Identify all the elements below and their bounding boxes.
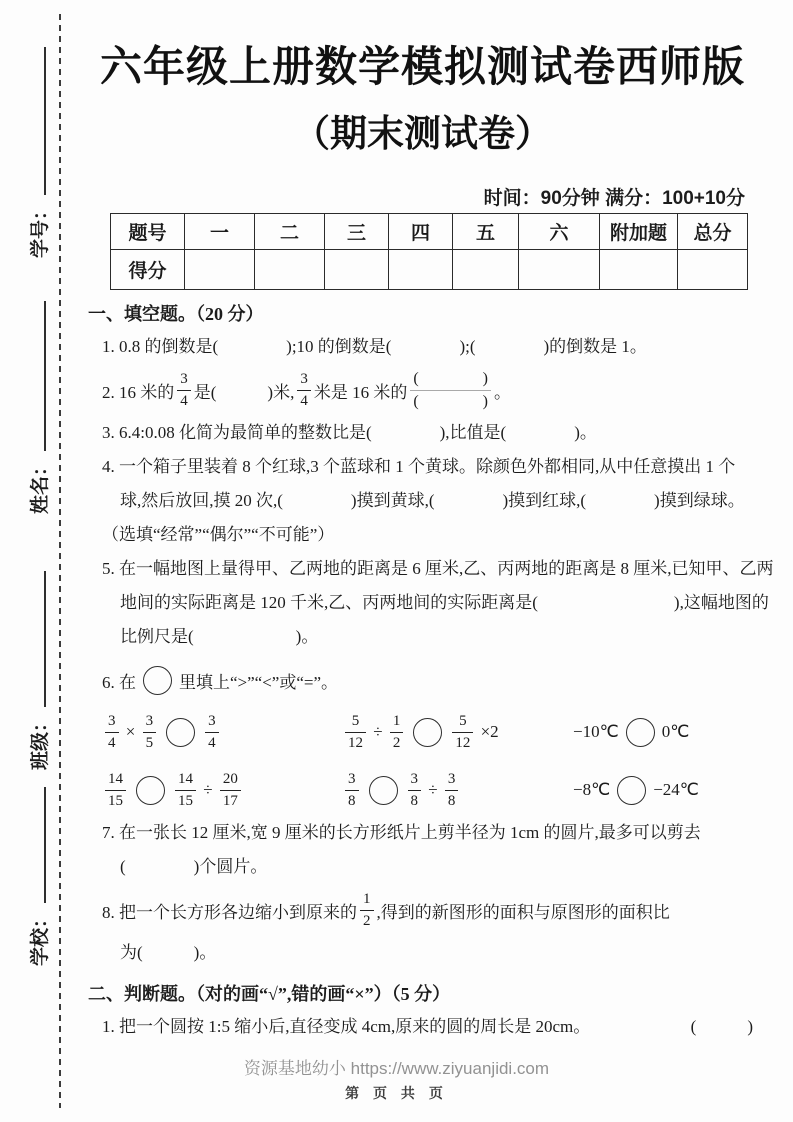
judge-question-1-answer-blank: ( ) [690,1017,753,1036]
score-table-header-cell: 二 [255,214,325,250]
page-subtitle: （期末测试卷） [293,113,552,154]
math-text: −24℃ [653,780,699,799]
comparison-circle [626,718,655,747]
compare-row-2 [102,764,757,816]
comparison-circle [166,718,195,747]
fraction: $\frac{5}{12}$ [452,713,473,752]
math-text: ÷ [199,780,217,799]
math-text: 里填上“>”“<”或“=”。 [179,672,339,692]
compare-item-6 [567,776,757,805]
math-text: −8℃ [573,780,611,799]
question-6-intro [102,654,757,706]
comparison-circle [617,776,646,805]
math-text: −10℃ [573,722,619,741]
class-label: 班级： [30,712,51,770]
fraction: $\frac{3}{8}$ [445,771,459,810]
question-7-line-1: 7. 在一张长 12 厘米,宽 9 厘米的长方形纸片上剪半径为 1cm 的圆片,最多可以剪去 [102,823,701,842]
score-table-header-cell: 题号 [111,214,185,250]
math-text: 6. 在 [102,672,136,692]
sidebar-field-name [26,288,56,514]
score-cell [389,250,453,290]
score-table-header-cell: 六 [519,214,600,250]
fraction: $\frac{14}{15}$ [105,771,126,810]
fraction: $\frac{3}{5}$ [143,713,157,752]
question-5-line-3: 比例尺是( )。 [120,627,319,646]
fraction: $\frac{14}{15}$ [175,771,196,810]
comparison-circle [369,776,398,805]
section2-heading: 二、判断题。（对的画“√”,错的画“×”）（5 分） [88,984,451,1004]
math-text: 是( )米, [193,382,295,402]
exam-meta: 时间：90分钟 满分：100+10分 [483,188,745,209]
score-cell [600,250,678,290]
question-3: 3. 6.4:0.08 化简为最简单的整数比是( ),比值是( )。 [102,423,597,442]
question-4-line-2: 球,然后放回,摸 20 次,( )摸到黄球,( )摸到红球,( )摸到绿球。 [120,491,745,510]
math-text: × [121,722,140,741]
score-row-label: 得分 [111,250,185,290]
compare-item-1 [102,713,342,752]
section1-heading: 一、填空题。（20 分） [88,304,264,324]
score-table-header-cell: 三 [325,214,389,250]
question-4-note: （选填“经常”“偶尔”“不可能”） [102,525,335,544]
question-8-line-2: 为( )。 [120,943,217,962]
school-blank-line [40,787,46,903]
score-cell [185,250,255,290]
class-blank-line [40,571,46,707]
fraction: $\frac{3}{4}$ [297,371,311,410]
school-label: 学校： [30,908,51,966]
score-cell [325,250,389,290]
question-1: 1. 0.8 的倒数是( );10 的倒数是( );( )的倒数是 1。 [102,337,647,356]
blank-fraction: $\frac{( )}{( )}$ [410,370,491,411]
score-table-header-cell: 附加题 [600,214,678,250]
student-id-blank-line [40,47,46,195]
fraction: $\frac{1}{2}$ [360,891,374,930]
score-cell [519,250,600,290]
math-text: ÷ [424,780,442,799]
score-cell [678,250,748,290]
score-table-score-row [111,250,748,290]
fraction: $\frac{3}{8}$ [408,771,422,810]
compare-row-1 [102,706,757,758]
judge-question-1 [102,1010,757,1044]
footer-brand: 资源基地幼小 https://www.ziyuanjidi.com [243,1059,550,1078]
math-text: 。 [494,382,511,402]
sidebar-field-class [26,568,56,770]
fraction: $\frac{20}{17}$ [220,771,241,810]
question-8-line-1 [102,884,757,936]
score-table-header-cell: 一 [185,214,255,250]
comparison-circle [143,666,172,695]
math-text: ÷ [369,722,387,741]
judge-question-1-text: 1. 把一个圆按 1:5 缩小后,直径变成 4cm,原来的圆的周长是 20cm。 [102,1017,591,1036]
page-footer [0,1058,793,1103]
math-text: 8. 把一个长方形各边缩小到原来的 [102,902,357,922]
comparison-circle [413,718,442,747]
question-5-line-2: 地间的实际距离是 120 千米,乙、丙两地间的实际距离是( ),这幅地图的 [120,593,769,612]
fraction: $\frac{1}{2}$ [390,713,404,752]
fraction: $\frac{3}{4}$ [205,713,219,752]
binding-dashed-line [59,14,61,1108]
comparison-circle [136,776,165,805]
question-7-line-2: ( )个圆片。 [120,857,268,876]
compare-item-4 [102,771,342,810]
fraction: $\frac{3}{4}$ [177,371,191,410]
name-blank-line [40,301,46,451]
fraction: $\frac{3}{8}$ [345,771,359,810]
page-title: 六年级上册数学模拟测试卷西师版 [99,43,745,90]
compare-item-5 [342,771,567,810]
question-2 [102,364,757,416]
name-label: 姓名： [30,456,51,514]
sidebar-field-school [26,786,56,966]
student-id-label: 学号： [30,200,51,258]
footer-page-info: 第 页 共 页 [345,1085,448,1101]
math-text: 0℃ [661,722,690,741]
math-text: ,得到的新图形的面积与原图形的面积比 [376,902,670,922]
sidebar-field-student-id [26,40,56,258]
score-cell [453,250,519,290]
question-5-line-1: 5. 在一幅地图上量得甲、乙两地的距离是 6 厘米,乙、丙两地的距离是 8 厘米,已知甲、乙两 [102,559,774,578]
math-text: ×2 [476,722,499,741]
score-table [110,213,748,290]
compare-item-3 [567,718,757,747]
fraction: $\frac{3}{4}$ [105,713,119,752]
score-table-header-row [111,214,748,250]
score-table-header-cell: 五 [453,214,519,250]
compare-item-2 [342,713,567,752]
score-table-header-cell: 总分 [678,214,748,250]
math-text: 米是 16 米的 [313,382,408,402]
math-text: 2. 16 米的 [102,382,175,402]
fraction: $\frac{5}{12}$ [345,713,366,752]
question-4-line-1: 4. 一个箱子里装着 8 个红球,3 个蓝球和 1 个黄球。除颜色外都相同,从中任意摸出 1 个 [102,457,736,476]
score-table-header-cell: 四 [389,214,453,250]
score-cell [255,250,325,290]
